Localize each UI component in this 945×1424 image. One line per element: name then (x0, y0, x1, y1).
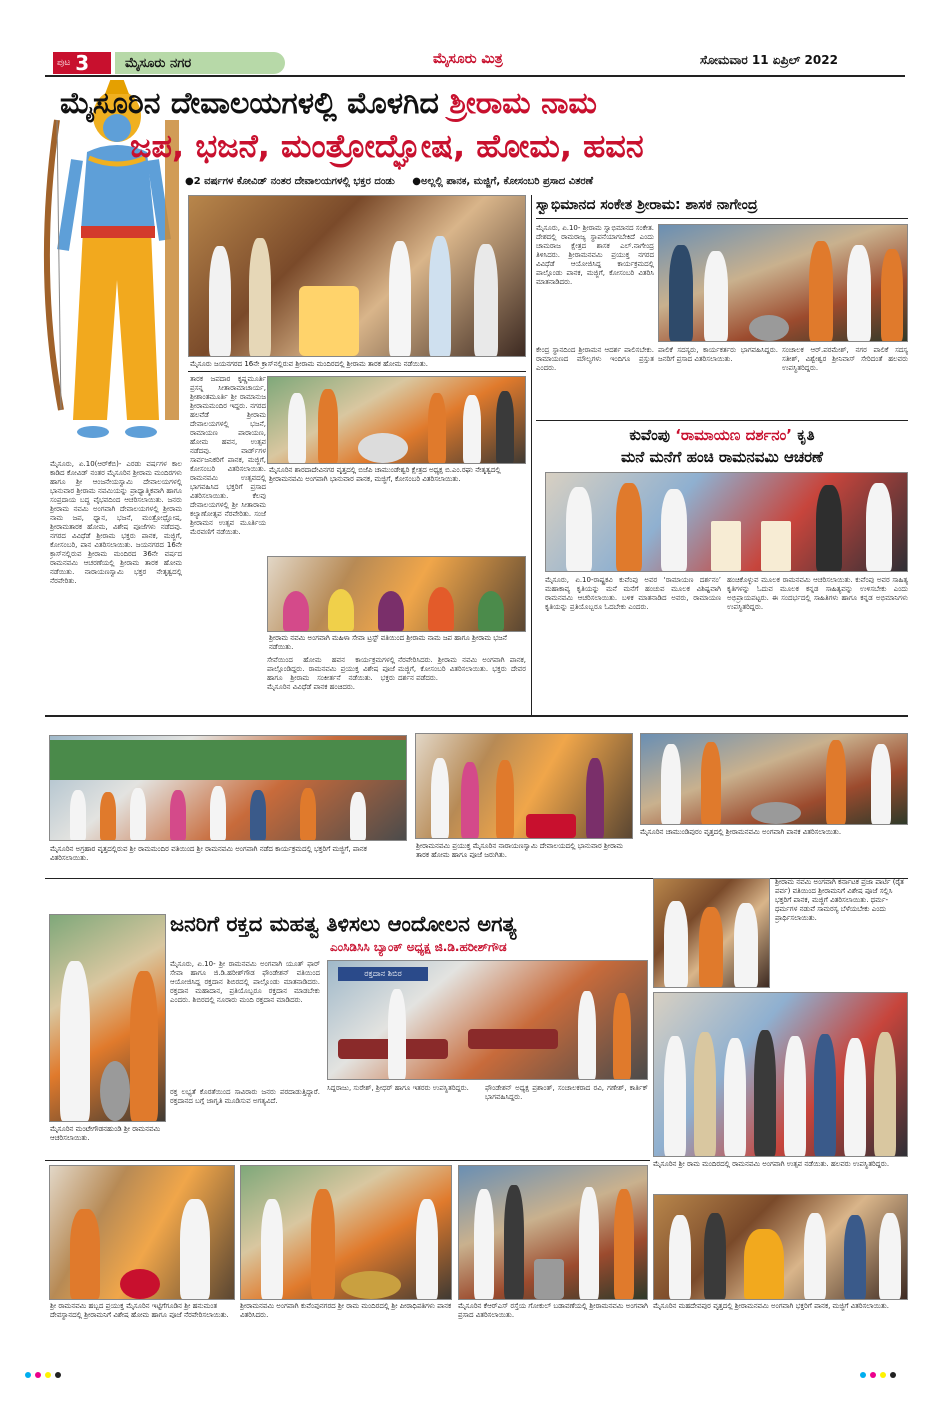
lead-headline-line2: ಜಪ, ಭಜನೆ, ಮಂತ್ರೋದ್ಘೋಷ, ಹೋಮ, ಹವನ (130, 127, 644, 165)
shasaka-photo (658, 224, 908, 342)
lead-headline-part1: ಮೈಸೂರಿನ ದೇವಾಲಯಗಳಲ್ಲಿ ಮೊಳಗಿದ (60, 86, 439, 121)
middle-photo-chamundipuram (640, 733, 908, 825)
masthead: ಮೈಸೂರು ಮಿತ್ರ (433, 51, 503, 67)
kuvempu-headline-part1: ಕುವೆಂಪು (629, 426, 670, 444)
bottom-photo-swamiji (240, 1165, 452, 1300)
lead-photo-bhajane (267, 556, 526, 632)
kuvempu-headline-part3: ಕೃತಿ (797, 426, 815, 444)
section-tab (115, 52, 285, 74)
lead-photo-panaka (267, 376, 526, 464)
blood-photo (327, 960, 648, 1080)
kuvempu-body-2: ಹಂಚಿಕೊಳ್ಳುವ ಮೂಲಕ ರಾಮನವಮಿ ಆಚರಿಸಲಾಯಿತು. ಕುವೆಂಪು ಅವರ ಸಾಹಿತ್ಯ ಕೃತಿಗಳನ್ನು ಓದುವ ಮೂಲಕ ಕನ್ನಡ ಸಾಹಿತ್ಯವನ್ನು ಉಳಿಸಬೇಕು ಎಂದು ಅಭಿಪ್ರಾಯಪಟ್ಟರು. ಈ ಸಂದರ್ಭದಲ್ಲಿ ಸಾಹಿತಿಗಳು ಹಾಗೂ ಕನ್ನಡ ಅಭಿಮಾನಿಗಳು ಉಪಸ್ಥಿತರಿದ್ದರು. (727, 576, 908, 611)
right-temple-photo (653, 878, 770, 988)
bottom-photo1-caption: ಶ್ರೀ ರಾಮನವಮಿ ಹಬ್ಬದ ಪ್ರಯುಕ್ತ ಮೈಸೂರಿನ ಇಟ್ಟಿಗೆಗೂಡಿನ ಶ್ರೀ ಹನುಮಂತ ದೇವಸ್ಥಾನದಲ್ಲಿ ಶ್ರೀರಾಮನಿಗೆ ವಿಶೇಷ ಹೋಮ ಹಾಗೂ ಪೂಜೆ ನೆರವೇರಿಸಲಾಯಿತು. (50, 1302, 229, 1319)
blood-left-photo (49, 914, 166, 1122)
lead-headline-part2: ಶ್ರೀರಾಮ ನಾಮ (449, 86, 597, 121)
lead-bullet-1: ●2 ವರ್ಷಗಳ ಕೋವಿಡ್ ನಂತರ ದೇವಾಲಯಗಳಲ್ಲಿ ಭಕ್ತರ ದಂಡು (185, 176, 395, 187)
shasaka-body-1: ಮೈಸೂರು, ಏ.10- ಶ್ರೀರಾಮ ಸ್ವಾಭಿಮಾನದ ಸಂಕೇತ. ದೇಶದಲ್ಲಿ ರಾಮರಾಜ್ಯ ಸ್ಥಾಪನೆಯಾಗಬೇಕಿದೆ ಎಂದು ಚಾಮರಾಜ ಕ್ಷೇತ್ರದ ಶಾಸಕ ಎಲ್.ನಾಗೇಂದ್ರ ತಿಳಿಸಿದರು. ಶ್ರೀರಾಮನವಮಿ ಪ್ರಯುಕ್ತ ನಗರದ ವಿವಿಧೆಡೆ ಆಯೋಜಿಸಿದ್ದ ಕಾರ್ಯಕ್ರಮದಲ್ಲಿ ಪಾಲ್ಗೊಂಡು ಪಾನಕ, ಮಜ್ಜಿಗೆ, ಕೋಸಂಬರಿ ವಿತರಿಸಿ ಮಾತನಾಡಿದರು. (536, 224, 654, 286)
lead-bullets (185, 176, 910, 190)
shasaka-body-3: ಪಾಲಿಕೆ ಸದಸ್ಯರು, ಕಾರ್ಯಕರ್ತರು ಭಾಗವಹಿಸಿದ್ದರು. ಜನರಿಗೆ ಪ್ರಸಾದ ವಿತರಿಸಲಾಯಿತು. (658, 346, 778, 363)
bottom-photo-gokul (458, 1165, 648, 1300)
blood-left-caption: ಮೈಸೂರಿನ ಮಂಟೇಗೌಡನಹುಂಡಿ ಶ್ರೀ ರಾಮನವಮಿ ಆಚರಿಸಲಾಯಿತು. (50, 1125, 161, 1142)
bottom-photo5-caption: ಮೈಸೂರಿನ ಮಹದೇವಪುರ ವೃತ್ತದಲ್ಲಿ ಶ್ರೀರಾಮನವಮಿ ಅಂಗವಾಗಿ ಭಕ್ತರಿಗೆ ಪಾನಕ, ಮಜ್ಜಿಗೆ ವಿತರಿಸಲಾಯಿತು. (653, 1302, 889, 1310)
lead-body-col3: ಸೇವೆಯಿಂದ ಹೋಮ ಹವನ ಕಾರ್ಯಕ್ರಮಗಳಲ್ಲಿ ಪಾಲ್ಗೊಂಡಿದ್ದರು. ರಾಮನವಮಿ ಪ್ರಯುಕ್ತ ವಿಶೇಷ ಪೂಜೆ ಹಾಗೂ ಶ್ರೀರಾಮ ಸಂಕೀರ್ತನೆ ನಡೆಯಿತು. ಭಕ್ತರು ಮೈಸೂರಿನ ವಿವಿಧೆಡೆ ಪಾನಕ ಹಂಚಿದರು. (267, 656, 395, 691)
middle-photo-narayanaswamy (415, 733, 633, 839)
page-label: ಪುಟ (57, 58, 71, 68)
lead-body-col4: ನೆರವೇರಿಸಿದರು. ಶ್ರೀರಾಮ ನವಮಿ ಅಂಗವಾಗಿ ಪಾನಕ, ಮಜ್ಜಿಗೆ, ಕೋಸಂಬರಿ ವಿತರಿಸಲಾಯಿತು. ಭಕ್ತರು ದೇವರ ದರ್ಶನ ಪಡೆದರು. (398, 656, 526, 682)
page-header (45, 47, 905, 77)
blood-banner: ರಕ್ತದಾನ ಶಿಬಿರ (338, 967, 428, 981)
bottom-photo-mahadevapura (653, 1194, 908, 1300)
issue-date: ಸೋಮವಾರ 11 ಏಪ್ರಿಲ್ 2022 (700, 53, 838, 67)
right-group-photo (653, 992, 908, 1157)
blood-body-1: ಮೈಸೂರು, ಏ.10- ಶ್ರೀ ರಾಮನವಮಿ ಅಂಗವಾಗಿ ಯೂತ್ ಫಾರ್ ಸೇವಾ ಹಾಗೂ ಜಿ.ಡಿ.ಹರೀಶ್‌ಗೌಡ ಫೌಂಡೇಶನ್ ವತಿಯಿಂದ ಆಯೋಜಿಸಿದ್ದ ರಕ್ತದಾನ ಶಿಬಿರದಲ್ಲಿ ಪಾಲ್ಗೊಂಡು ಮಾತನಾಡಿದರು. ರಕ್ತದಾನ ಮಹಾದಾನ, ಪ್ರತಿಯೊಬ್ಬರೂ ರಕ್ತದಾನ ಮಾಡಬೇಕು ಎಂದರು. ಶಿಬಿರದಲ್ಲಿ ನೂರಾರು ಮಂದಿ ರಕ್ತದಾನ ಮಾಡಿದರು. (170, 960, 320, 1004)
print-marks (0, 1372, 945, 1382)
shasaka-body-4: ಸಂಚಾಲಕ ಆರ್.ಪರಮೇಶ್, ನಗರ ಪಾಲಿಕೆ ಸದಸ್ಯ ಸತೀಶ್, ವಿಶ್ವೇಶ್ವರ ಶ್ರೀನಿವಾಸ್ ಸೇರಿದಂತೆ ಹಲವರು ಉಪಸ್ಥಿತರಿದ್ದರು. (782, 346, 908, 372)
blood-body-4: ಫೌಂಡೇಶನ್ ಅಧ್ಯಕ್ಷ ಪ್ರಶಾಂತ್, ಸಂಚಾಲಕರಾದ ರವಿ, ಗಣೇಶ್, ಕಾರ್ತಿಕ್ ಭಾಗವಹಿಸಿದ್ದರು. (485, 1084, 648, 1101)
shasaka-body-2: ಕೇಂದ್ರ ಸ್ಥಾನದಿಂದ ಶ್ರೀರಾಮನ ಆದರ್ಶ ಪಾಲಿಸಬೇಕು. ರಾಮಾಯಣದ ಮೌಲ್ಯಗಳು ಇಂದಿಗೂ ಪ್ರಸ್ತುತ ಎಂದರು. (536, 346, 654, 372)
section-name: ಮೈಸೂರು ನಗರ (125, 56, 192, 71)
lead-headline (60, 84, 908, 168)
lead-photo-temple (188, 195, 526, 357)
kuvempu-body-1: ಮೈಸೂರು, ಏ.10-ರಾಷ್ಟ್ರಕವಿ ಕುವೆಂಪು ಅವರ ‘ರಾಮಾಯಣ ದರ್ಶನಂ’ ಮಹಾಕಾವ್ಯ ಕೃತಿಯನ್ನು ಮನೆ ಮನೆಗೆ ಹಂಚುವ ಮೂಲಕ ವಿಶಿಷ್ಟವಾಗಿ ರಾಮನವಮಿ ಆಚರಿಸಲಾಯಿತು. ಬಳಿಕ ಮಾತನಾಡಿದ ಅವರು, ರಾಮಾಯಣ ಕೃತಿಯನ್ನು ಪ್ರತಿಯೊಬ್ಬರೂ ಓದಬೇಕು ಎಂದರು. (545, 576, 721, 611)
middle-photo1-caption: ಮೈಸೂರಿನ ಅಗ್ರಹಾರ ವೃತ್ತದಲ್ಲಿರುವ ಶ್ರೀ ರಾಮಮಂದಿರ ವತಿಯಿಂದ ಶ್ರೀ ರಾಮನವಮಿ ಅಂಗವಾಗಿ ನಡೆದ ಕಾರ್ಯಕ್ರಮದಲ್ಲಿ ಭಕ್ತರಿಗೆ ಮಜ್ಜಿಗೆ, ಪಾನಕ ವಿತರಿಸಲಾಯಿತು. (50, 845, 367, 862)
lead-body-col2: ತಾರಕ ಜಪದಾರ ಕೃಷ್ಣಮೂರ್ತಿ ಪ್ರಸನ್ನ ಸೀತಾರಾಮಾಚಾರ್ಯ, ಶ್ರೀಶಾಂತಮೂರ್ತಿ ಶ್ರೀ ರಾಮಾನುಜ ಶ್ರೀರಾಮಮಂದಿರ ಇದ್ದರು. ನಗರದ ಹಲವೆಡೆ ಶ್ರೀರಾಮ ದೇವಾಲಯಗಳಲ್ಲಿ ಭಜನೆ, ರಾಮಾಯಣ ಪಾರಾಯಣ, ಹೋಮ ಹವನ, ಉತ್ಸವ ನಡೆದವು. ವಾರ್ಡ್‌ಗಳ ಸಾರ್ವಜನಿಕರಿಗೆ ಪಾನಕ, ಮಜ್ಜಿಗೆ, ಕೋಸಂಬರಿ ವಿತರಿಸಲಾಯಿತು. ರಾಮನವಮಿ ಉತ್ಸವದಲ್ಲಿ ಭಾಗವಹಿಸಿದ ಭಕ್ತರಿಗೆ ಪ್ರಸಾದ ವಿತರಿಸಲಾಯಿತು. ಕೆಲವು ದೇವಾಲಯಗಳಲ್ಲಿ ಶ್ರೀ ಸೀತಾರಾಮ ಕಲ್ಯಾಣೋತ್ಸವ ನೆರವೇರಿತು. ಸಂಜೆ ಶ್ರೀರಾಮನ ಉತ್ಸವ ಮೂರ್ತಿಯ ಮೆರವಣಿಗೆ ನಡೆಯಿತು. (190, 375, 266, 536)
lead-photo1-caption: ಮೈಸೂರು ಜಯನಗರದ 16ನೇ ಕ್ರಾಸ್‌ನಲ್ಲಿರುವ ಶ್ರೀರಾಮ ಮಂದಿರದಲ್ಲಿ ಶ್ರೀರಾಮ ತಾರಕ ಹೋಮ ನಡೆಯಿತು. (190, 360, 428, 368)
bottom-photo3-caption: ಮೈಸೂರಿನ ಕೆಆರ್‌ಎಸ್ ರಸ್ತೆಯ ಗೋಕುಲ್ ಬಡಾವಣೆಯಲ್ಲಿ ಶ್ರೀರಾಮನವಮಿ ಅಂಗವಾಗಿ ಪ್ರಸಾದ ವಿತರಿಸಲಾಯಿತು. (458, 1302, 648, 1319)
middle-photo3-caption: ಮೈಸೂರಿನ ಚಾಮುಂಡಿಪುರಂ ವೃತ್ತದಲ್ಲಿ ಶ್ರೀರಾಮನವಮಿ ಅಂಗವಾಗಿ ಪಾನಕ ವಿತರಿಸಲಾಯಿತು. (640, 828, 842, 836)
kuvempu-headline-part2: ‘ರಾಮಾಯಣ ದರ್ಶನಂ’ (675, 426, 792, 444)
kuvempu-headline (536, 424, 908, 468)
page-number: 3 (75, 51, 90, 75)
right-column-caption: ಶ್ರೀರಾಮ ನವಮಿ ಅಂಗವಾಗಿ ಕರ್ನಾಟಕ ಪ್ರಜಾ ಪಾರ್ಟಿ (ರೈತ ಪರ್ವ) ವತಿಯಿಂದ ಶ್ರೀರಾಮನಿಗೆ ವಿಶೇಷ ಪೂಜೆ ಸಲ್ಲಿಸಿ ಭಕ್ತರಿಗೆ ಪಾನಕ, ಮಜ್ಜಿಗೆ ವಿತರಿಸಲಾಯಿತು. ಧರ್ಮ-ಧರ್ಮಗಳ ನಡುವೆ ಸಾಮರಸ್ಯ ಬೆಳೆಯಬೇಕು ಎಂದು ಪ್ರಾರ್ಥಿಸಲಾಯಿತು. (775, 878, 904, 922)
blood-subhead: ಎಂಸಿಡಿಸಿಸಿ ಬ್ಯಾಂಕ್ ಅಧ್ಯಕ್ಷ ಜಿ.ಡಿ.ಹರೀಶ್‌ಗೌಡ (330, 940, 507, 954)
lead-photo2-caption: ಮೈಸೂರಿನ ಶಾರದಾದೇವಿನಗರ ವೃತ್ತದಲ್ಲಿ ಬಿಜೆಪಿ ಚಾಮುಂಡೇಶ್ವರಿ ಕ್ಷೇತ್ರದ ಅಧ್ಯಕ್ಷ ಬಿ.ಎಂ.ರಘು ನೇತೃತ್ವದಲ್ಲಿ ಶ್ರೀರಾಮನವಮಿ ಅಂಗವಾಗಿ ಭಾನುವಾರ ಪಾನಕ, ಮಜ್ಜಿಗೆ, ಕೋಸಂಬರಿ ವಿತರಿಸಲಾಯಿತು. (269, 466, 501, 483)
right-group-caption: ಮೈಸೂರಿನ ಶ್ರೀ ರಾಮ ಮಂದಿರದಲ್ಲಿ ರಾಮನವಮಿ ಅಂಗವಾಗಿ ಉತ್ಸವ ನಡೆಯಿತು. ಹಲವರು ಉಪಸ್ಥಿತರಿದ್ದರು. (653, 1160, 890, 1168)
lead-bullet-2: ●ಅಲ್ಲಲ್ಲಿ ಪಾನಕ, ಮಜ್ಜಿಗೆ, ಕೋಸಂಬರಿ ಪ್ರಸಾದ ವಿತರಣೆ (412, 176, 593, 187)
kuvempu-headline-line2: ಮನೆ ಮನೆಗೆ ಹಂಚಿ ರಾಮನವಮಿ ಆಚರಣೆ (621, 448, 823, 466)
middle-photo2-caption: ಶ್ರೀರಾಮನವಮಿ ಪ್ರಯುಕ್ತ ಮೈಸೂರಿನ ನಾರಾಯಣಸ್ವಾಮಿ ದೇವಾಲಯದಲ್ಲಿ ಭಾನುವಾರ ಶ್ರೀರಾಮ ತಾರಕ ಹೋಮ ಹಾಗೂ ಪೂಜೆ ಜರುಗಿತು. (416, 842, 623, 859)
lead-photo3-caption: ಶ್ರೀರಾಮ ನವಮಿ ಅಂಗವಾಗಿ ಮಹಿಳಾ ಸೇವಾ ಟ್ರಸ್ಟ್ ವತಿಯಿಂದ ಶ್ರೀರಾಮ ನಾಮ ಜಪ ಹಾಗೂ ಶ್ರೀರಾಮ ಭಜನೆ ನಡೆಯಿತು. (269, 634, 507, 651)
kuvempu-photo (545, 472, 908, 572)
middle-photo-agrahara (49, 735, 407, 841)
shasaka-headline: ಸ್ವಾಭಿಮಾನದ ಸಂಕೇತ ಶ್ರೀರಾಮ: ಶಾಸಕ ನಾಗೇಂದ್ರ (536, 197, 908, 219)
bottom-photo2-caption: ಶ್ರೀರಾಮನವಮಿ ಅಂಗವಾಗಿ ಕುವೆಂಪುನಗರದ ಶ್ರೀ ರಾಮ ಮಂದಿರದಲ್ಲಿ ಶ್ರೀ ಪೀಠಾಧಿಪತಿಗಳು ಪಾನಕ ವಿತರಿಸಿದರು. (240, 1302, 452, 1319)
bottom-photo-homa (49, 1165, 235, 1300)
blood-body-2: ರಕ್ತ ಲಭ್ಯತೆ ಕೊರತೆಯಿಂದ ಸಾವಿರಾರು ಜನರು ಪರದಾಡುತ್ತಿದ್ದಾರೆ. ರಕ್ತದಾನದ ಬಗ್ಗೆ ಜಾಗೃತಿ ಮೂಡಿಸುವ ಅಗತ್ಯವಿದೆ. (170, 1088, 320, 1105)
page-number-box (53, 52, 111, 74)
lead-body-col1: ಮೈಸೂರು, ಏ.10(ಆರ್‌ಕೆಬಿ)- ಎರಡು ವರ್ಷಗಳ ಕಾಲ ಕಾಡಿದ ಕೋವಿಡ್ ನಂತರ ಮೈಸೂರಿನ ಶ್ರೀರಾಮ ಮಂದಿರಗಳು ಹಾಗೂ ಶ್ರೀ ಆಂಜನೇಯಸ್ವಾಮಿ ದೇವಾಲಯಗಳಲ್ಲಿ ಭಾನುವಾರ ಶ್ರೀರಾಮ ನವಮಿಯನ್ನು ಪ್ರಾಧ್ಯಾತ್ಮಿಕವಾಗಿ ಹಾಗೂ ಸಂಪ್ರದಾಯ ಬದ್ಧ ವೈಭವದಿಂದ ಆಚರಿಸಲಾಯಿತು. ಜನರು ಶ್ರೀರಾಮ ನವಮಿ ಅಂಗವಾಗಿ ದೇವಾಲಯಗಳಲ್ಲಿ ಶ್ರೀರಾಮ ನಾಮ ಜಪ, ಧ್ಯಾನ, ಭಜನೆ, ಮಂತ್ರೋಧ್ಘೋಷ, ಶ್ರೀರಾಮತಾರಕ ಹೋಮ, ವಿಶೇಷ ಪೂಜೆಗಳು ನಡೆದವು. ನಗರದ ವಿವಿಧೆಡೆ ಶ್ರೀರಾಮ ಭಕ್ತರು ಪಾನಕ, ಮಜ್ಜಿಗೆ, ಕೋಸಂಬರಿ, ಪಾನ ವಿತರಿಸಲಾಯಿತು. ಜಯನಗರದ 16ನೇ ಕ್ರಾಸ್‌ನಲ್ಲಿರುವ ಶ್ರೀರಾಮ ಮಂದಿರದ 36ನೇ ವರ್ಷದ ರಾಮನವಮಿ ಆಚರಣೆಯಲ್ಲಿ ಶ್ರೀರಾಮ ತಾರಕ ಹೋಮ ನಡೆಯಿತು. ನಾರಾಯಣಸ್ವಾಮಿ ಭಕ್ತರ ನೇತೃತ್ವದಲ್ಲಿ ನೆರವೇರಿತು. (50, 460, 182, 585)
blood-headline: ಜನರಿಗೆ ರಕ್ತದ ಮಹತ್ವ ತಿಳಿಸಲು ಆಂದೋಲನ ಅಗತ್ಯ (170, 912, 517, 936)
blood-body-3: ಸಿದ್ದರಾಜು, ಸುರೇಶ್, ಶ್ರೀಧರ್ ಹಾಗೂ ಇತರರು ಉಪಸ್ಥಿತರಿದ್ದರು. (327, 1084, 469, 1092)
